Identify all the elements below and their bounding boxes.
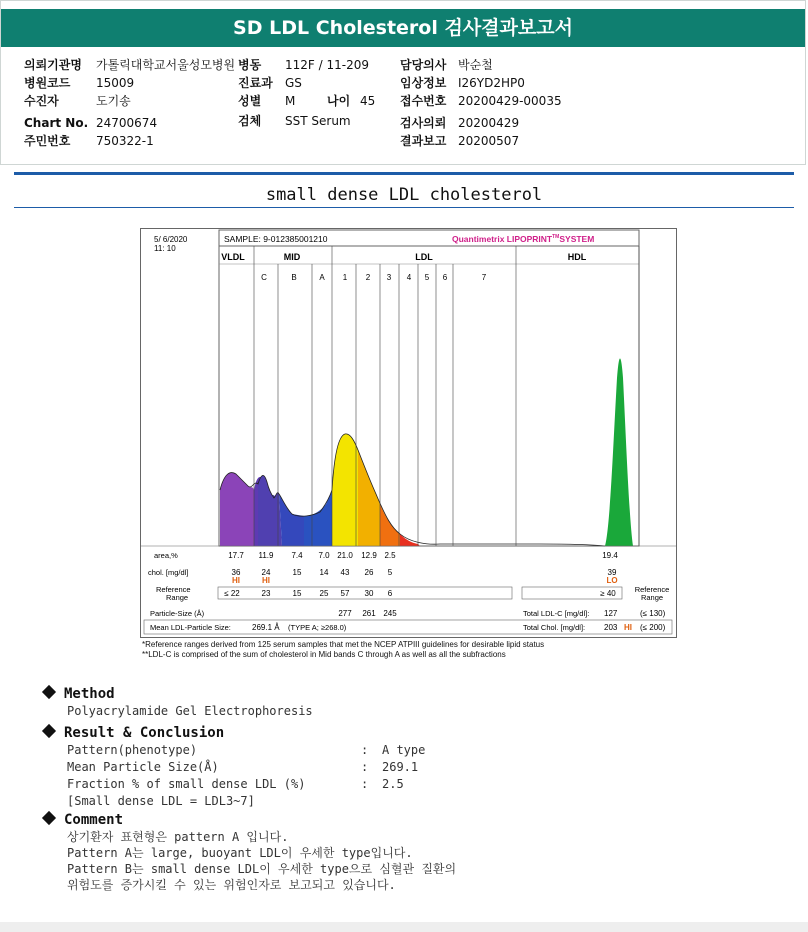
- field-label-ward: 병동: [238, 58, 262, 72]
- total-ldl-label: Total LDL-C [mg/dl]:: [523, 609, 590, 618]
- result-note: [Small dense LDL = LDL3~7]: [67, 794, 255, 808]
- comment-line: 상기환자 표현형은 pattern A 입니다.: [67, 830, 289, 844]
- area-hdl: 19.4: [602, 551, 618, 560]
- comment-heading: [44, 811, 744, 829]
- field-label-patient: 수진자: [24, 94, 59, 108]
- field-label-chart-no: Chart No.: [24, 116, 89, 130]
- flag-c: HI: [262, 576, 270, 585]
- flag-hdl: LO: [606, 576, 618, 585]
- field-label-doctor: 담당의사: [400, 58, 447, 72]
- band-label-1: 1: [342, 273, 348, 282]
- chol-vldl: 36: [231, 568, 241, 577]
- result-row-fraction: [67, 776, 744, 793]
- comment-heading-text: Comment: [64, 812, 124, 828]
- field-label-hospital-code: 병원코드: [24, 76, 71, 90]
- chol-hdl: 39: [607, 568, 617, 577]
- field-value-department: GS: [285, 76, 302, 90]
- field-label-age: 나이: [327, 94, 351, 108]
- comment-line: Pattern A는 large, buoyant LDL이 우세한 type입니다.: [67, 846, 413, 860]
- group-label-mid: MID: [283, 252, 301, 262]
- area-ldl3: 2.5: [384, 551, 396, 560]
- area-b: 7.4: [291, 551, 303, 560]
- report-title: SD LDL Cholesterol 검사결과보고서: [1, 9, 805, 47]
- chart-time: 11: 10: [154, 244, 176, 253]
- method-heading: [44, 685, 313, 703]
- field-label-department: 진료과: [238, 76, 273, 90]
- row-label-reference: Reference: [156, 585, 191, 594]
- chol-c: 24: [261, 568, 271, 577]
- total-chol-label: Total Chol. [mg/dl]:: [523, 623, 586, 632]
- chol-b: 15: [292, 568, 302, 577]
- total-chol-flag: HI: [624, 623, 632, 632]
- result-row-mean-size: [67, 759, 744, 776]
- row-label-area: area,%: [154, 551, 178, 560]
- result-value: 2.5: [382, 777, 404, 791]
- size-ldl3: 245: [383, 609, 397, 618]
- mean-ldl-type: (TYPE A; ≥268.0): [288, 623, 347, 632]
- method-text: Polyacrylamide Gel Electrophoresis: [67, 704, 313, 718]
- band-label-b: B: [291, 273, 297, 282]
- method-heading-text: Method: [64, 686, 115, 702]
- total-ldl-value: 127: [604, 609, 618, 618]
- lipoprint-chart: [140, 228, 677, 638]
- band-label-3: 3: [386, 273, 392, 282]
- total-chol-ref: (≤ 200): [640, 623, 666, 632]
- divider-thin: [14, 207, 794, 208]
- field-value-institution: 가톨릭대학교서울성모병원: [96, 58, 236, 72]
- ref-right-label-2: Range: [640, 593, 664, 602]
- result-value: 269.1: [382, 760, 419, 774]
- diamond-bullet-icon: [42, 724, 56, 738]
- total-chol-value: 203: [604, 623, 618, 632]
- ref-c: 23: [261, 589, 271, 598]
- result-body: [44, 742, 744, 810]
- group-label-hdl: HDL: [567, 252, 587, 262]
- comment-line: 위험도를 증가시킬 수 있는 위험인자로 보고되고 있습니다.: [67, 878, 396, 892]
- band-label-a: A: [319, 273, 325, 282]
- footnote-2: **LDL-C is comprised of the sum of cholesterol in Mid bands C through A as well as all the subfractions: [142, 650, 506, 659]
- field-value-resident-no: 750322-1: [96, 134, 154, 148]
- diamond-bullet-icon: [42, 685, 56, 699]
- area-ldl2: 12.9: [361, 551, 377, 560]
- field-value-doctor: 박순철: [458, 58, 493, 72]
- ref-a: 25: [319, 589, 329, 598]
- method-section: [44, 685, 313, 720]
- footnote-1: *Reference ranges derived from 125 serum samples that met the NCEP ATPIII guidelines for desirable lipid status: [142, 640, 545, 649]
- ref-ldl2: 30: [364, 589, 374, 598]
- chart-sample: SAMPLE: 9-012385001210: [224, 234, 328, 244]
- field-value-clinical-info: I26YD2HP0: [458, 76, 525, 90]
- chart-brand: [452, 234, 594, 244]
- field-value-report-date: 20200507: [458, 134, 520, 148]
- result-section: [44, 724, 744, 810]
- ref-vldl: ≤ 22: [224, 589, 240, 598]
- field-value-sex: M: [285, 94, 296, 108]
- chart-brand-system: SYSTEM: [559, 234, 595, 244]
- field-value-ward: 112F / 11-209: [285, 58, 369, 72]
- group-label-ldl: LDL: [415, 252, 433, 262]
- field-label-resident-no: 주민번호: [24, 134, 71, 148]
- result-row-pattern: [67, 742, 744, 759]
- area-ldl1: 21.0: [337, 551, 353, 560]
- flag-vldl: HI: [232, 576, 240, 585]
- diamond-bullet-icon: [42, 811, 56, 825]
- band-label-4: 4: [406, 273, 412, 282]
- band-label-7: 7: [481, 273, 487, 282]
- field-value-request-date: 20200429: [458, 116, 520, 130]
- area-vldl: 17.7: [228, 551, 244, 560]
- band-label-2: 2: [365, 273, 371, 282]
- field-value-age: 45: [360, 94, 376, 108]
- chol-ldl1: 43: [340, 568, 350, 577]
- chart-brand-tm: TM: [552, 234, 560, 240]
- ref-ldl1: 57: [340, 589, 350, 598]
- section-subtitle: small dense LDL cholesterol: [265, 185, 543, 205]
- field-label-institution: 의뢰기관명: [24, 58, 82, 72]
- group-label-vldl: VLDL: [221, 252, 245, 262]
- chart-footnotes: [142, 640, 544, 660]
- ref-right-label-1: Reference: [634, 585, 670, 594]
- result-value: A type: [382, 743, 426, 757]
- field-value-patient: 도기송: [96, 94, 131, 108]
- area-c: 11.9: [258, 551, 274, 560]
- field-value-accession: 20200429-00035: [458, 94, 562, 108]
- particle-row: [338, 609, 397, 618]
- field-label-report-date: 결과보고: [400, 134, 447, 148]
- result-heading: [44, 724, 744, 742]
- result-heading-text: Result & Conclusion: [64, 725, 225, 741]
- row-label-particle-size: Particle-Size (Å): [150, 609, 205, 618]
- field-value-specimen: SST Serum: [285, 114, 351, 128]
- result-key: Mean Particle Size(Å): [67, 760, 219, 774]
- result-key: Pattern(phenotype): [67, 743, 198, 757]
- result-key: Fraction % of small dense LDL (%): [67, 777, 306, 791]
- field-value-chart-no: 24700674: [96, 116, 158, 130]
- field-label-clinical-info: 임상정보: [400, 76, 447, 90]
- band-label-5: 5: [424, 273, 430, 282]
- row-label-chol: chol. [mg/dl]: [148, 568, 189, 577]
- size-ldl2: 261: [362, 609, 376, 618]
- field-label-accession: 접수번호: [400, 94, 447, 108]
- result-colon: :: [361, 760, 369, 774]
- chol-ldl2: 26: [364, 568, 374, 577]
- area-a: 7.0: [318, 551, 330, 560]
- size-ldl1: 277: [338, 609, 352, 618]
- field-value-hospital-code: 15009: [96, 76, 135, 90]
- chol-ldl3: 5: [387, 568, 393, 577]
- lipoprint-svg: [140, 228, 677, 638]
- ref-hdl: ≥ 40: [600, 589, 616, 598]
- chart-date: 5/ 6/2020: [154, 235, 188, 244]
- result-colon: :: [361, 777, 369, 791]
- ref-b: 15: [292, 589, 302, 598]
- ref-ldl3: 6: [387, 589, 393, 598]
- field-label-request-date: 검사의뢰: [400, 116, 447, 130]
- band-label-6: 6: [442, 273, 448, 282]
- mean-ldl-value: 269.1 Å: [252, 623, 280, 632]
- field-label-sex: 성별: [238, 94, 262, 108]
- mean-ldl-label: Mean LDL-Particle Size:: [150, 623, 231, 632]
- divider-thick: [14, 172, 794, 175]
- row-label-range: Range: [166, 593, 189, 602]
- comment-section: [44, 811, 744, 893]
- total-ldl-ref: (≤ 130): [640, 609, 666, 618]
- field-label-specimen: 검체: [238, 114, 262, 128]
- result-colon: :: [361, 743, 369, 757]
- chol-a: 14: [319, 568, 329, 577]
- comment-line: Pattern B는 small dense LDL이 우세한 type으로 심혈관 질환의: [67, 862, 457, 876]
- chart-brand-name: Quantimetrix LIPOPRINT: [452, 234, 553, 244]
- comment-body: [44, 829, 744, 893]
- band-label-c: C: [261, 273, 267, 282]
- bottom-bar: [0, 922, 808, 932]
